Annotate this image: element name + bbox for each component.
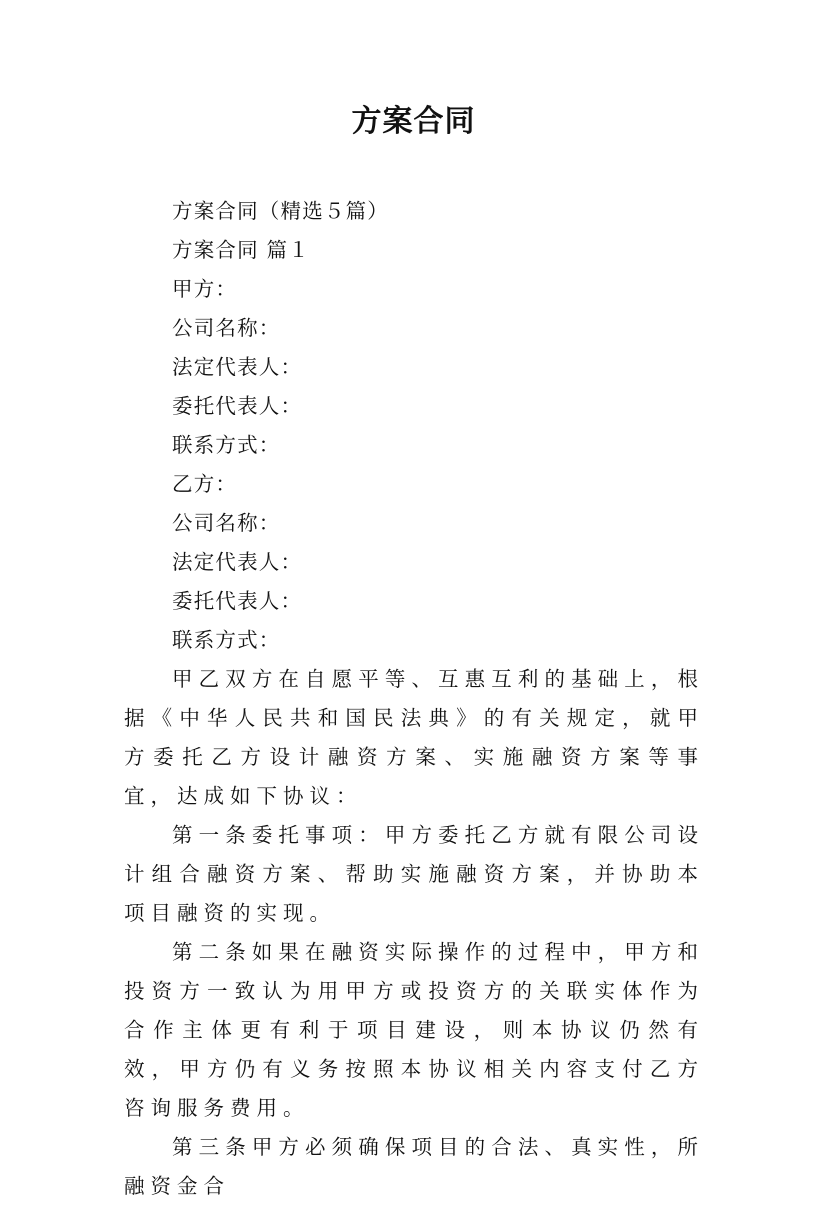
article-3-paragraph: 第三条甲方必须确保项目的合法、真实性，所融资金合 <box>124 1135 704 1198</box>
article-2-paragraph: 第二条如果在融资实际操作的过程中，甲方和投资方一致认为用甲方或投资方的关联实体作为合作主体更有利于项目建设，则本协议仍然有效，甲方仍有义务按照本协议相关内容支付乙方咨询服务费用。 <box>124 940 704 1120</box>
party-b-contact: 联系方式： <box>172 628 281 652</box>
section-heading: 方案合同 篇１ <box>172 238 310 262</box>
preamble-paragraph: 甲乙双方在自愿平等、互惠互利的基础上，根据《中华人民共和国民法典》的有关规定，就甲方委托乙方设计融资方案、实施融资方案等事宜，达成如下协议： <box>124 667 704 808</box>
party-b-company-name: 公司名称： <box>172 511 281 535</box>
article-1-paragraph: 第一条委托事项：甲方委托乙方就有限公司设计组合融资方案、帮助实施融资方案，并协助本项目融资的实现。 <box>124 823 704 925</box>
party-b-legal-representative: 法定代表人： <box>172 550 303 574</box>
party-b-authorized-representative: 委托代表人： <box>172 589 303 613</box>
party-a-authorized-representative: 委托代表人： <box>172 394 303 418</box>
party-a-label: 甲方： <box>172 277 238 301</box>
party-a-company-name: 公司名称： <box>172 316 281 340</box>
party-b-label: 乙方： <box>172 472 238 496</box>
document-title: 方案合同 <box>351 104 476 139</box>
party-a-contact: 联系方式： <box>172 433 281 457</box>
subtitle-line: 方案合同（精选５篇） <box>172 199 389 223</box>
party-a-legal-representative: 法定代表人： <box>172 355 303 379</box>
document-body <box>124 192 704 1206</box>
